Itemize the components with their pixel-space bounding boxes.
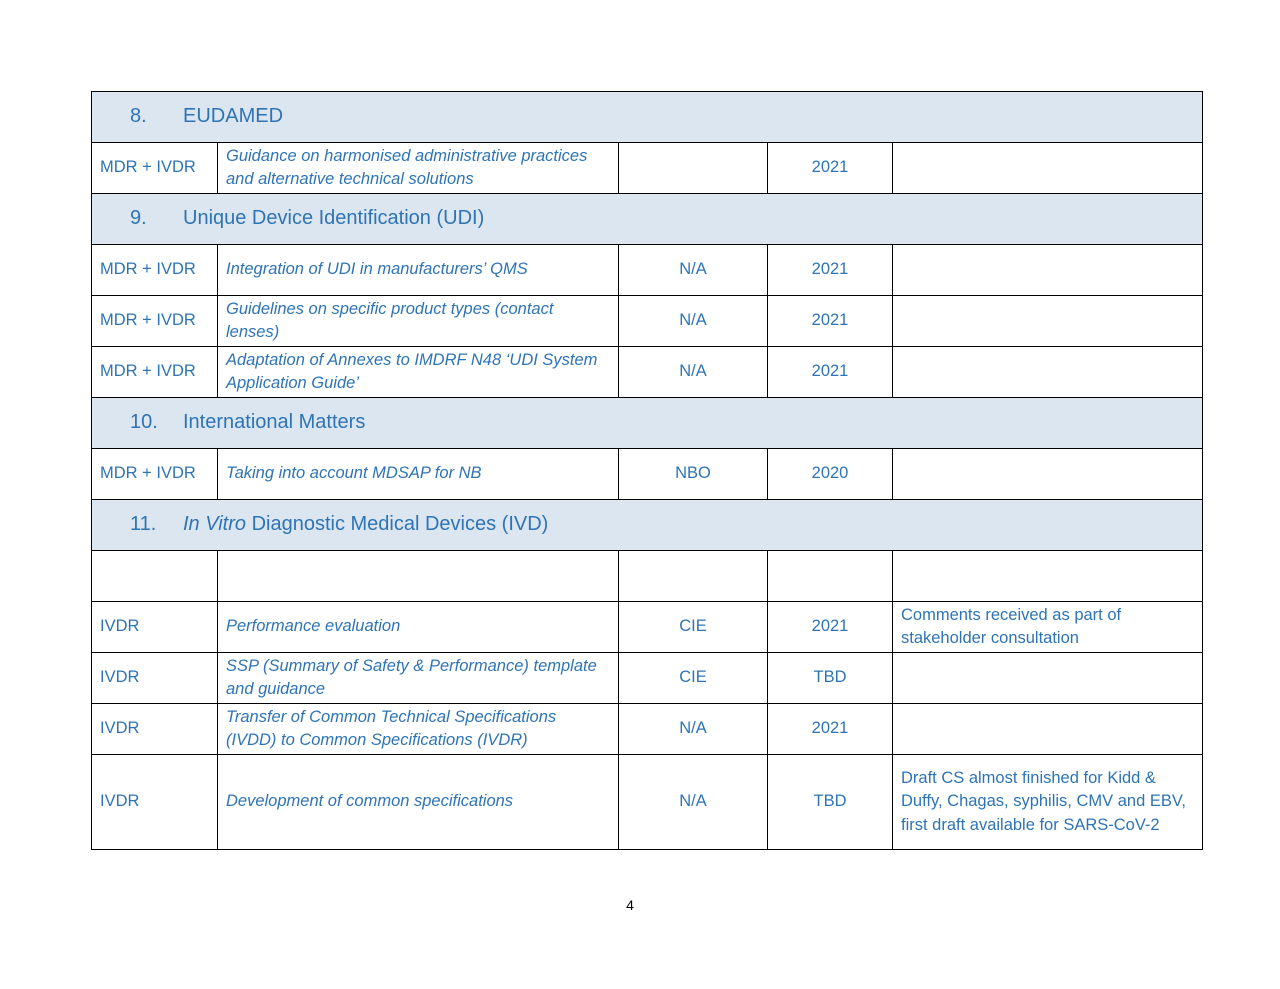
comment-cell bbox=[893, 296, 1203, 347]
date-cell: 2020 bbox=[768, 449, 893, 500]
regulation-cell: IVDR bbox=[92, 653, 218, 704]
regulation-cell: MDR + IVDR bbox=[92, 449, 218, 500]
table-row bbox=[92, 551, 1203, 602]
comment-cell bbox=[893, 449, 1203, 500]
date-cell: 2021 bbox=[768, 347, 893, 398]
section-title-italic: In Vitro bbox=[183, 513, 246, 536]
document-cell: Development of common specifications bbox=[218, 755, 619, 850]
regulation-cell bbox=[92, 551, 218, 602]
date-cell: 2021 bbox=[768, 143, 893, 194]
comment-cell bbox=[893, 551, 1203, 602]
table-row bbox=[92, 602, 1203, 653]
regulation-cell: IVDR bbox=[92, 602, 218, 653]
document-cell: Integration of UDI in manufacturers’ QMS bbox=[218, 245, 619, 296]
lead-cell: N/A bbox=[619, 296, 768, 347]
lead-cell: NBO bbox=[619, 449, 768, 500]
comment-cell: Draft CS almost finished for Kidd & Duffy, Chagas, syphilis, CMV and EBV, first draft available for SARS-CoV-2 bbox=[893, 755, 1203, 850]
table-row bbox=[92, 143, 1203, 194]
document-cell: Taking into account MDSAP for NB bbox=[218, 449, 619, 500]
section-header bbox=[92, 92, 1203, 143]
lead-cell bbox=[619, 143, 768, 194]
lead-cell: CIE bbox=[619, 602, 768, 653]
section-title: International Matters bbox=[183, 411, 366, 434]
section-number: 11. bbox=[130, 513, 157, 536]
date-cell: 2021 bbox=[768, 296, 893, 347]
document-cell: Performance evaluation bbox=[218, 602, 619, 653]
lead-cell: N/A bbox=[619, 755, 768, 850]
section-title: EUDAMED bbox=[183, 105, 284, 128]
document-cell: SSP (Summary of Safety & Performance) template and guidance bbox=[218, 653, 619, 704]
date-cell: 2021 bbox=[768, 245, 893, 296]
table-row bbox=[92, 704, 1203, 755]
comment-cell bbox=[893, 704, 1203, 755]
table-row bbox=[92, 296, 1203, 347]
document-cell: Guidance on harmonised administrative practices and alternative technical solutions bbox=[218, 143, 619, 194]
section-header bbox=[92, 194, 1203, 245]
section-number: 10. bbox=[130, 411, 158, 434]
section-number: 9. bbox=[130, 207, 147, 230]
guidance-table bbox=[91, 91, 1203, 850]
comment-cell bbox=[893, 347, 1203, 398]
lead-cell bbox=[619, 551, 768, 602]
document-cell: Adaptation of Annexes to IMDRF N48 ‘UDI System Application Guide’ bbox=[218, 347, 619, 398]
table-row bbox=[92, 755, 1203, 850]
document-cell: Transfer of Common Technical Specifications (IVDD) to Common Specifications (IVDR) bbox=[218, 704, 619, 755]
comment-cell: Comments received as part of stakeholder consultation bbox=[893, 602, 1203, 653]
date-cell: TBD bbox=[768, 755, 893, 850]
section-title: Diagnostic Medical Devices (IVD) bbox=[251, 513, 549, 536]
table-row bbox=[92, 449, 1203, 500]
table-row bbox=[92, 245, 1203, 296]
lead-cell: N/A bbox=[619, 347, 768, 398]
regulation-cell: IVDR bbox=[92, 755, 218, 850]
date-cell: 2021 bbox=[768, 704, 893, 755]
section-number: 8. bbox=[130, 105, 147, 128]
document-cell: Guidelines on specific product types (contact lenses) bbox=[218, 296, 619, 347]
regulation-cell: IVDR bbox=[92, 704, 218, 755]
date-cell: TBD bbox=[768, 653, 893, 704]
date-cell: 2021 bbox=[768, 602, 893, 653]
comment-cell bbox=[893, 143, 1203, 194]
document-cell bbox=[218, 551, 619, 602]
comment-cell bbox=[893, 653, 1203, 704]
lead-cell: N/A bbox=[619, 704, 768, 755]
lead-cell: N/A bbox=[619, 245, 768, 296]
page-number: 4 bbox=[626, 897, 634, 913]
section-header bbox=[92, 398, 1203, 449]
comment-cell bbox=[893, 245, 1203, 296]
date-cell bbox=[768, 551, 893, 602]
table-row bbox=[92, 653, 1203, 704]
table-row bbox=[92, 347, 1203, 398]
regulation-cell: MDR + IVDR bbox=[92, 143, 218, 194]
lead-cell: CIE bbox=[619, 653, 768, 704]
section-title: Unique Device Identification (UDI) bbox=[183, 207, 485, 230]
regulation-cell: MDR + IVDR bbox=[92, 296, 218, 347]
regulation-cell: MDR + IVDR bbox=[92, 347, 218, 398]
section-header bbox=[92, 500, 1203, 551]
regulation-cell: MDR + IVDR bbox=[92, 245, 218, 296]
